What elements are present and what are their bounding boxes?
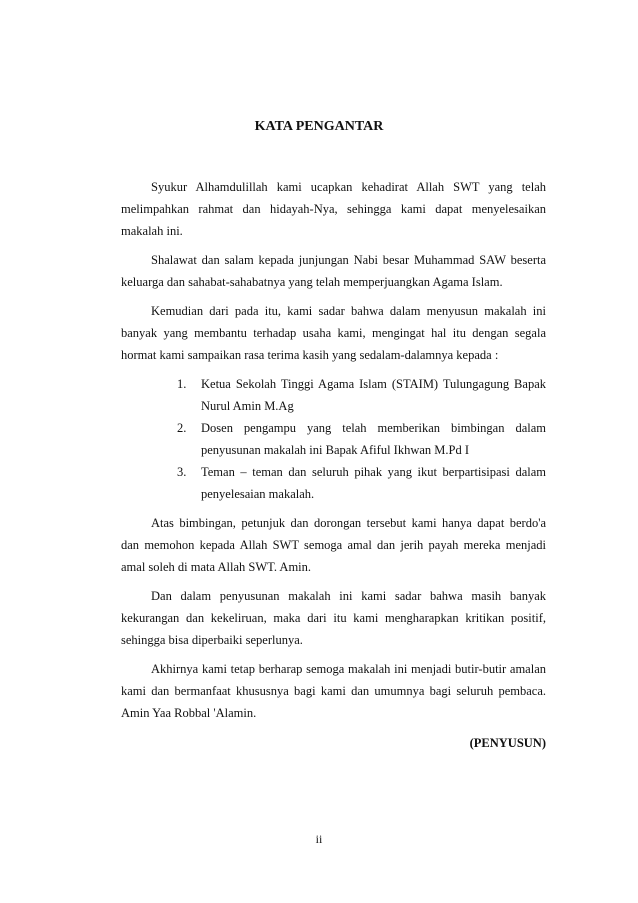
text-line: Atas bimbingan, petunjuk dan dorongan tersebut kami hanya dapat berdo'a xyxy=(151,516,546,530)
text-line: sehingga bisa diperbaiki seperlunya. xyxy=(121,633,303,647)
text-line: banyak yang membantu terhadap usaha kami, mengingat hal itu dengan segala xyxy=(121,326,546,340)
signature: (PENYUSUN) xyxy=(469,736,546,750)
text-line: Ketua Sekolah Tinggi Agama Islam (STAIM) Tulungagung Bapak xyxy=(201,377,546,391)
paragraph xyxy=(121,249,546,293)
text-line: makalah ini. xyxy=(121,224,183,238)
paragraph xyxy=(121,176,546,242)
paragraphs-before xyxy=(121,176,546,366)
text-line: Nurul Amin M.Ag xyxy=(201,399,294,413)
text-line: dan memohon kepada Allah SWT semoga amal dan jerih payah mereka menjadi xyxy=(121,538,546,552)
list-item xyxy=(121,417,546,461)
paragraph xyxy=(121,585,546,651)
text-line: melimpahkan rahmat dan hidayah-Nya, sehingga kami dapat menyelesaikan xyxy=(121,202,546,216)
paragraph xyxy=(121,300,546,366)
page-number: ii xyxy=(315,832,323,846)
text-line: penyelesaian makalah. xyxy=(201,487,315,501)
paragraph xyxy=(121,512,546,578)
list-number: 1. xyxy=(177,377,187,391)
text-line: Amin Yaa Robbal 'Alamin. xyxy=(121,706,257,720)
list-item xyxy=(121,461,546,505)
text-line: keluarga dan sahabat-sahabatnya yang telah memperjuangkan Agama Islam. xyxy=(121,275,503,289)
list-number: 2. xyxy=(177,421,187,435)
list-number: 3. xyxy=(177,465,187,479)
paragraphs-after xyxy=(121,512,546,724)
text-line: Syukur Alhamdulillah kami ucapkan kehadirat Allah SWT yang telah xyxy=(151,180,546,194)
document-body xyxy=(121,176,546,754)
text-line: penyusunan makalah ini Bapak Afiful Ikhwan M.Pd I xyxy=(201,443,470,457)
text-line: hormat kami sampaikan rasa terima kasih yang sedalam-dalamnya kepada : xyxy=(121,348,499,362)
numbered-list xyxy=(121,373,546,505)
text-line: Dan dalam penyusunan makalah ini kami sadar bahwa masih banyak xyxy=(151,589,546,603)
paragraph xyxy=(121,658,546,724)
text-line: amal soleh di mata Allah SWT. Amin. xyxy=(121,560,312,574)
text-line: kami dan bermanfaat khususnya bagi kami dan umumnya bagi seluruh pembaca. xyxy=(121,684,546,698)
text-line: Akhirnya kami tetap berharap semoga makalah ini menjadi butir-butir amalan xyxy=(151,662,546,676)
text-line: Dosen pengampu yang telah memberikan bimbingan dalam xyxy=(201,421,546,435)
text-line: Shalawat dan salam kepada junjungan Nabi besar Muhammad SAW beserta xyxy=(151,253,546,267)
list-item xyxy=(121,373,546,417)
text-line: Kemudian dari pada itu, kami sadar bahwa dalam menyusun makalah ini xyxy=(151,304,546,318)
page-title: KATA PENGANTAR xyxy=(254,119,384,134)
text-line: kekurangan dan kekeliruan, maka dari itu kami mengharapkan kritikan positif, xyxy=(121,611,546,625)
text-line: Teman – teman dan seluruh pihak yang ikut berpartisipasi dalam xyxy=(201,465,546,479)
